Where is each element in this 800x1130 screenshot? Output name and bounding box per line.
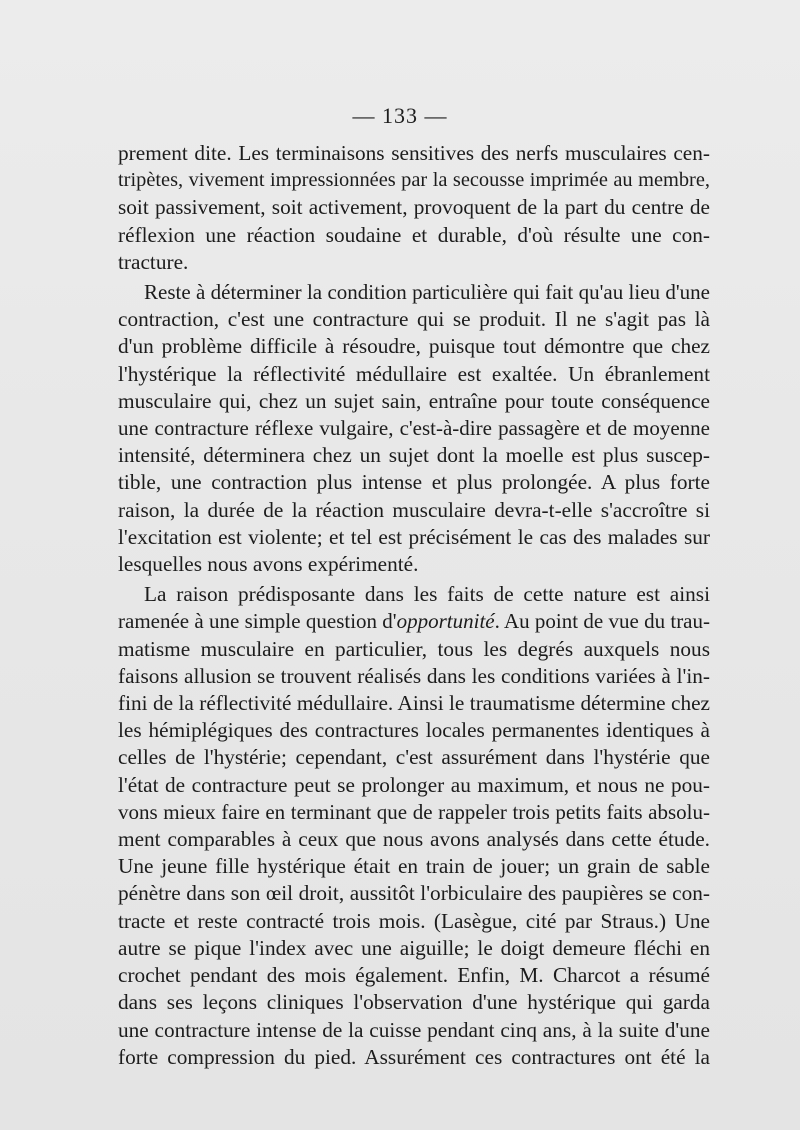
text-line: tible, une contraction plus intense et plus prolongée. A plus forte [118,470,710,495]
text-line: crochet pendant des mois également. Enfin, M. Charcot a résumé [118,963,710,988]
text-line: autre se pique l'index avec une aiguille; le doigt demeure fléchi en [118,935,710,960]
page-number: — 133 — [352,103,448,128]
text-line: prement dite. Les terminaisons sensitives des nerfs musculaires cen- [118,141,710,165]
text-line: l'état de contracture peut se prolonger au maximum, et nous ne pou- [118,772,710,797]
text-line: tracte et reste contracté trois mois. (Lasègue, cité par Straus.) Une [118,908,710,933]
body-text [118,140,710,1071]
text-line: tracture. [118,249,189,274]
text-line: La raison prédisposante dans les faits de cette nature est ainsi [144,582,710,607]
text-line: Une jeune fille hystérique était en train de jouer; un grain de sable [118,854,710,879]
text-line: musculaire qui, chez un sujet sain, entraîne pour toute conséquence [118,388,710,413]
text-line: l'hystérique la réflectivité médullaire est exaltée. Un ébranlement [118,361,710,386]
text-line: Reste à déterminer la condition particulière qui fait qu'au lieu d'une [144,280,710,305]
text-line: les hémiplégiques des contractures locales permanentes identiques à [118,718,710,743]
text-line: une contracture réflexe vulgaire, c'est-à-dire passagère et de moyenne [118,416,710,441]
text-line: dans ses leçons cliniques l'observation d'une hystérique qui garda [118,990,710,1015]
text-line: soit passivement, soit activement, provoquent de la part du centre de [118,195,710,220]
text-line: d'un problème difficile à résoudre, puisque tout démontre que chez [118,334,710,359]
text-line: réflexion une réaction soudaine et durable, d'où résulte une con- [118,222,710,247]
text-line: vons mieux faire en terminant que de rappeler trois petits faits absolu- [118,799,710,824]
text-line: contraction, c'est une contracture qui se produit. Il ne s'agit pas là [118,307,710,332]
text-line: forte compression du pied. Assurément ces contractures ont été la [118,1044,710,1069]
text-line: lesquelles nous avons expérimenté. [118,552,419,577]
text-line: intensité, déterminera chez un sujet dont la moelle est plus suscep- [118,443,710,468]
text-line: pénètre dans son œil droit, aussitôt l'orbiculaire des paupières se con- [118,881,710,906]
text-line: faisons allusion se trouvent réalisés dans les conditions variées à l'in- [118,663,710,688]
text-line: ment comparables à ceux que nous avons analysés dans cette étude. [118,827,710,852]
text-line: matisme musculaire en particulier, tous les degrés auxquels nous [118,636,710,661]
text-line: ramenée à une simple question d'opportunité. Au point de vue du trau- [118,609,710,634]
text-line: celles de l'hystérie; cependant, c'est assurément dans l'hystérie que [118,745,710,770]
text-line: raison, la durée de la réaction musculaire devra-t-elle s'accroître si [118,497,710,522]
text-line: fini de la réflectivité médullaire. Ainsi le traumatisme détermine chez [118,691,710,716]
text-line: tripètes, vivement impressionnées par la secousse imprimée au membre, [118,169,710,192]
text-line: l'excitation est violente; et tel est précisément le cas des malades sur [118,524,710,549]
text-line: une contracture intense de la cuisse pendant cinq ans, à la suite d'une [118,1017,710,1042]
